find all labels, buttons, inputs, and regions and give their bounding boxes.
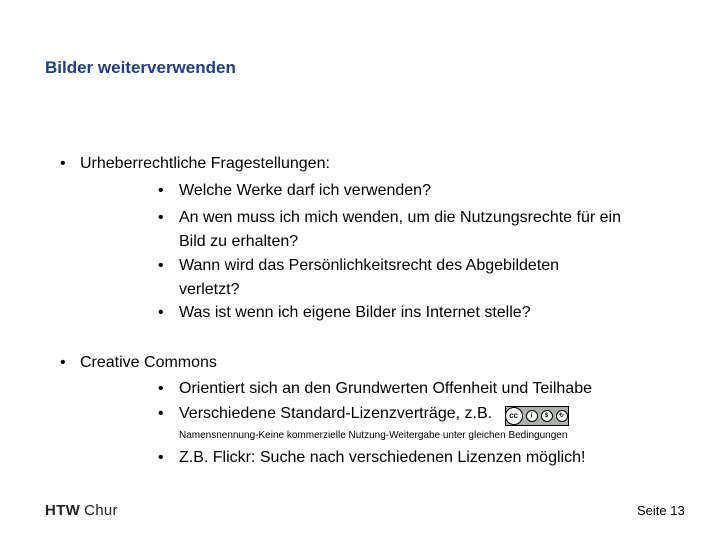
sub-bullet bbox=[158, 254, 618, 302]
sub-bullet bbox=[158, 402, 658, 426]
bullet-icon: • bbox=[158, 209, 164, 226]
logo-chur: Chur bbox=[84, 502, 118, 519]
sub-bullet bbox=[158, 206, 638, 254]
sub-bullet-text: Z.B. Flickr: Suche nach verschiedenen Lizenzen möglich! bbox=[179, 449, 586, 466]
bullet-icon: • bbox=[158, 449, 164, 466]
slide-title: Bilder weiterverwenden bbox=[45, 58, 236, 77]
nc-icon: $ bbox=[541, 410, 553, 422]
bullet-label: Creative Commons bbox=[80, 354, 217, 371]
sub-bullet-text: Verschiedene Standard-Lizenzverträge, z.B. bbox=[179, 405, 493, 422]
bullet-icon: • bbox=[158, 182, 164, 199]
bullet-icon: • bbox=[158, 304, 164, 321]
htw-chur-logo bbox=[45, 502, 118, 519]
bullet-label: Urheberrechtliche Fragestellungen: bbox=[80, 155, 330, 172]
sub-bullet-text: Welche Werke darf ich verwenden? bbox=[179, 182, 431, 199]
sub-bullet bbox=[158, 446, 658, 470]
sub-bullet bbox=[158, 301, 658, 325]
page-number: Seite 13 bbox=[637, 503, 685, 518]
license-note: Namensnennung-Keine kommerzielle Nutzung-Weitergabe unter gleichen Bedingungen bbox=[179, 430, 568, 441]
sa-icon: ↻ bbox=[556, 410, 568, 422]
sub-bullet-text: Was ist wenn ich eigene Bilder ins Internet stelle? bbox=[179, 304, 531, 321]
sub-bullet-with-badge bbox=[179, 402, 658, 426]
cc-logo-icon: cc bbox=[505, 407, 523, 425]
by-icon: i bbox=[526, 410, 538, 422]
bullet-icon: • bbox=[60, 354, 66, 371]
sub-bullet-text: Orientiert sich an den Grundwerten Offenheit und Teilhabe bbox=[179, 380, 592, 397]
bullet-icon: • bbox=[158, 380, 164, 397]
bullet-icon: • bbox=[158, 257, 164, 274]
logo-htw: HTW bbox=[45, 502, 81, 519]
sub-bullet-text: An wen muss ich mich wenden, um die Nutzungsrechte für ein Bild zu erhalten? bbox=[179, 209, 621, 250]
sub-bullet bbox=[158, 377, 658, 401]
sub-bullet bbox=[158, 179, 658, 203]
cc-license-badge-icon bbox=[505, 406, 569, 426]
bullet-icon: • bbox=[60, 155, 66, 172]
bullet-icon: • bbox=[158, 405, 164, 422]
sub-bullet-text: Wann wird das Persönlichkeitsrecht des Abgebildeten verletzt? bbox=[179, 257, 560, 298]
